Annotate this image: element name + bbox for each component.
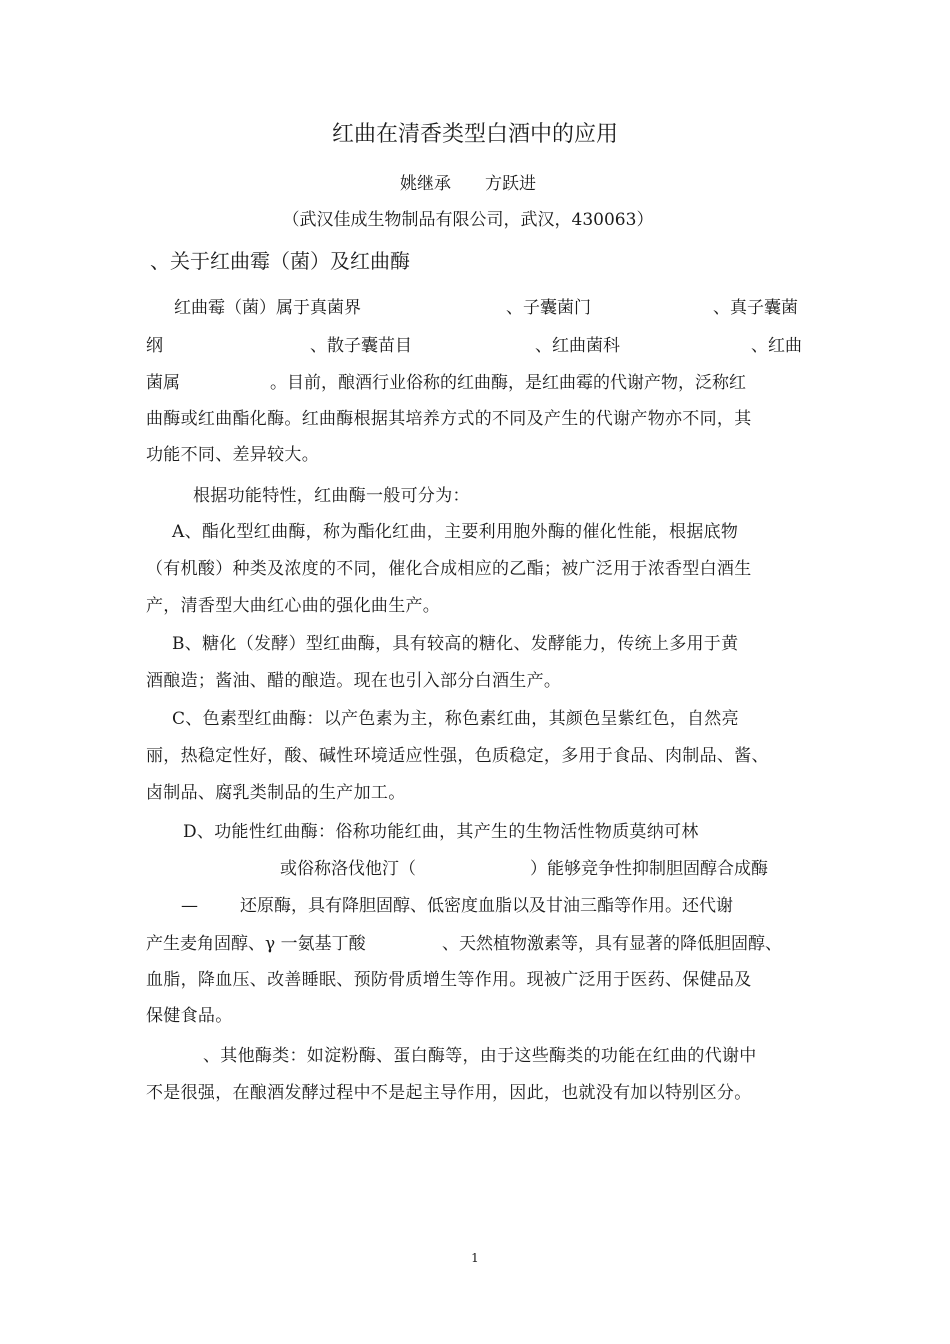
affiliation: （武汉佳成生物制品有限公司，武汉，430063） [282,210,654,230]
para1-line3-b: 。目前，酿酒行业俗称的红曲酶，是红曲霉的代谢产物，泛称红 [270,373,746,393]
para1-line2-d: 、红曲 [751,336,802,356]
para2: 根据功能特性，红曲酶一般可分为： [193,486,470,506]
paraD-line3-a: — [181,896,198,916]
paraA-line2: （有机酸）种类及浓度的不同，催化合成相应的乙酯；被广泛用于浓香型白酒生 [146,559,752,579]
para1-line5: 功能不同、差异较大。 [146,445,319,465]
paraD-line2-a: 或俗称洛伐他汀（ [280,859,416,879]
paraC-line3: 卤制品、腐乳类制品的生产加工。 [146,783,406,803]
para1-line2-b: 、散子囊苗目 [310,336,412,356]
paraD-line3-b: 还原酶，具有降胆固醇、低密度血脂以及甘油三酯等作用。还代谢 [240,896,733,916]
para1-line4: 曲酶或红曲酯化酶。红曲酶根据其培养方式的不同及产生的代谢产物亦不同，其 [146,409,752,429]
paraD-line1: D、功能性红曲酶：俗称功能红曲，其产生的生物活性物质莫纳可林 [183,822,699,842]
paraE-line2: 不是很强，在酿酒发酵过程中不是起主导作用，因此，也就没有加以特别区分。 [146,1083,752,1103]
paraD-line5: 血脂，降血压、改善睡眠、预防骨质增生等作用。现被广泛用于医药、保健品及 [146,970,752,990]
paraC-line2: 丽，热稳定性好，酸、碱性环境适应性强，色质稳定，多用于食品、肉制品、酱、 [146,746,769,766]
paraA-line3: 产，清香型大曲红心曲的强化曲生产。 [146,596,441,616]
para1-line1-b: 、子囊菌门 [506,298,591,318]
page-number: 1 [471,1251,479,1265]
paraD-line4-a: 产生麦角固醇、γ 一氨基丁酸 [146,934,366,954]
authors: 姚继承 方跃进 [400,174,536,194]
paraD-line4-b: 、天然植物激素等，具有显著的降低胆固醇、 [442,934,782,954]
para1-line1-a: 红曲霉（菌）属于真菌界 [174,298,361,318]
section-heading: 、关于红曲霉（菌）及红曲酶 [150,249,410,273]
paraD-line6: 保健食品。 [146,1006,233,1026]
para1-line2-a: 纲 [146,336,163,356]
para1-line3-a: 菌属 [146,373,180,393]
paraC-line1: C、色素型红曲酶：以产色素为主，称色素红曲，其颜色呈紫红色，自然亮 [172,709,739,729]
paraD-line2-b: ）能够竞争性抑制胆固醇合成酶 [530,859,768,879]
paraA-line1: A、酯化型红曲酶，称为酯化红曲，主要利用胞外酶的催化性能，根据底物 [172,522,739,542]
page-title: 红曲在清香类型白酒中的应用 [331,122,618,147]
paraE-line1: 、其他酶类：如淀粉酶、蛋白酶等，由于这些酶类的功能在红曲的代谢中 [203,1046,757,1066]
para1-line2-c: 、红曲菌科 [535,336,620,356]
paraB-line2: 酒酿造；酱油、醋的酿造。现在也引入部分白酒生产。 [146,671,562,691]
para1-line1-c: 、真子囊菌 [713,298,798,318]
paraB-line1: B、糖化（发酵）型红曲酶，具有较高的糖化、发酵能力，传统上多用于黄 [172,634,739,654]
